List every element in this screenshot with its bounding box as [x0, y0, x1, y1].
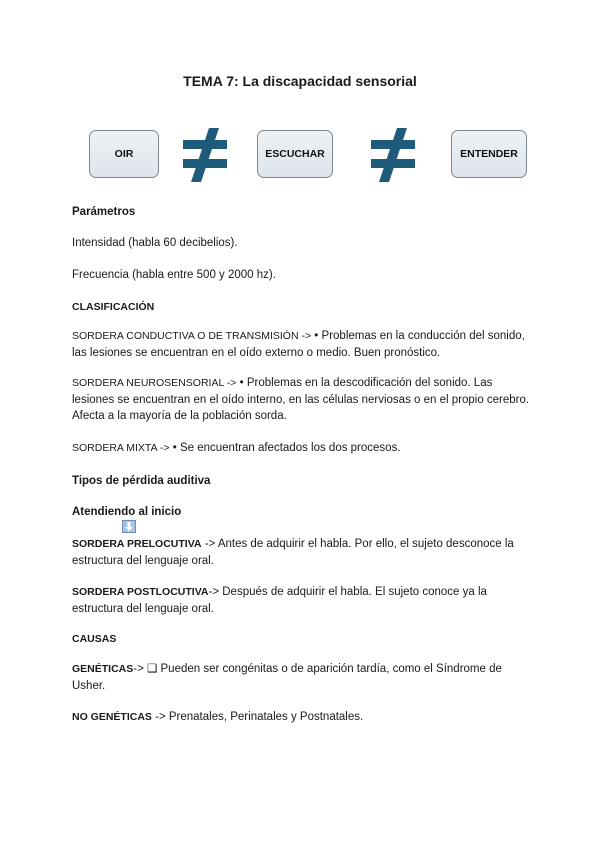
oir-label: OIR — [114, 148, 134, 160]
escuchar-label: ESCUCHAR — [265, 148, 325, 160]
entender-box — [451, 130, 527, 178]
conductiva-label: SORDERA CONDUCTIVA O DE TRANSMISIÓN -> — [72, 330, 312, 342]
geneticas-paragraph — [72, 661, 532, 694]
postlocutiva-paragraph — [72, 584, 532, 617]
not-equal-icon — [371, 128, 415, 182]
escuchar-box — [257, 130, 333, 178]
no-geneticas-text: -> Prenatales, Perinatales y Postnatales. — [151, 711, 364, 723]
conductiva-text: • Problemas en la conducción del sonido, las lesiones se encuentran en el oído externo o medio. Buen pronóstico. — [72, 330, 525, 359]
conductiva-paragraph — [72, 328, 532, 361]
entender-label: ENTENDER — [460, 148, 518, 160]
frecuencia-text: Frecuencia (habla entre 500 y 2000 hz). — [72, 269, 276, 281]
page-title: TEMA 7: La discapacidad sensorial — [183, 73, 417, 89]
neurosensorial-text: • Problemas en la descodificación del sonido. Las lesiones se encuentran en el oído interno, en las células nerviosas o en el propio cerebro. Afecta a la mayoría de la población sorda. — [72, 377, 530, 422]
mixta-paragraph — [72, 440, 532, 457]
neurosensorial-label: SORDERA NEUROSENSORIAL -> — [72, 377, 237, 389]
not-equal-icon — [183, 128, 227, 182]
down-arrow-icon — [122, 520, 136, 533]
prelocutiva-label: SORDERA PRELOCUTIVA — [72, 538, 202, 550]
parametros-heading: Parámetros — [72, 206, 136, 218]
no-geneticas-paragraph — [72, 709, 532, 726]
mixta-label: SORDERA MIXTA -> — [72, 442, 170, 454]
neurosensorial-paragraph — [72, 375, 532, 425]
prelocutiva-paragraph — [72, 536, 532, 569]
mixta-text: • Se encuentran afectados los dos procesos. — [169, 442, 401, 454]
no-geneticas-label: NO GENÉTICAS — [72, 711, 152, 723]
clasificacion-heading: CLASIFICACIÓN — [72, 301, 155, 313]
postlocutiva-text: -> Después de adquirir el habla. El sujeto conoce ya la estructura del lenguaje oral. — [72, 586, 487, 615]
geneticas-label: GENÉTICAS — [72, 663, 134, 675]
causas-heading: CAUSAS — [72, 633, 117, 645]
intensidad-text: Intensidad (habla 60 decibelios). — [72, 237, 238, 249]
postlocutiva-label: SORDERA POSTLOCUTIVA — [72, 586, 209, 598]
oir-box — [89, 130, 159, 178]
inicio-subheading: Atendiendo al inicio — [72, 506, 182, 518]
prelocutiva-text: -> Antes de adquirir el habla. Por ello, el sujeto desconoce la estructura del lenguaje oral. — [72, 538, 514, 567]
geneticas-text: -> ❑ Pueden ser congénitas o de aparición tardía, como el Síndrome de Usher. — [72, 663, 502, 692]
tipos-heading: Tipos de pérdida auditiva — [72, 475, 211, 487]
